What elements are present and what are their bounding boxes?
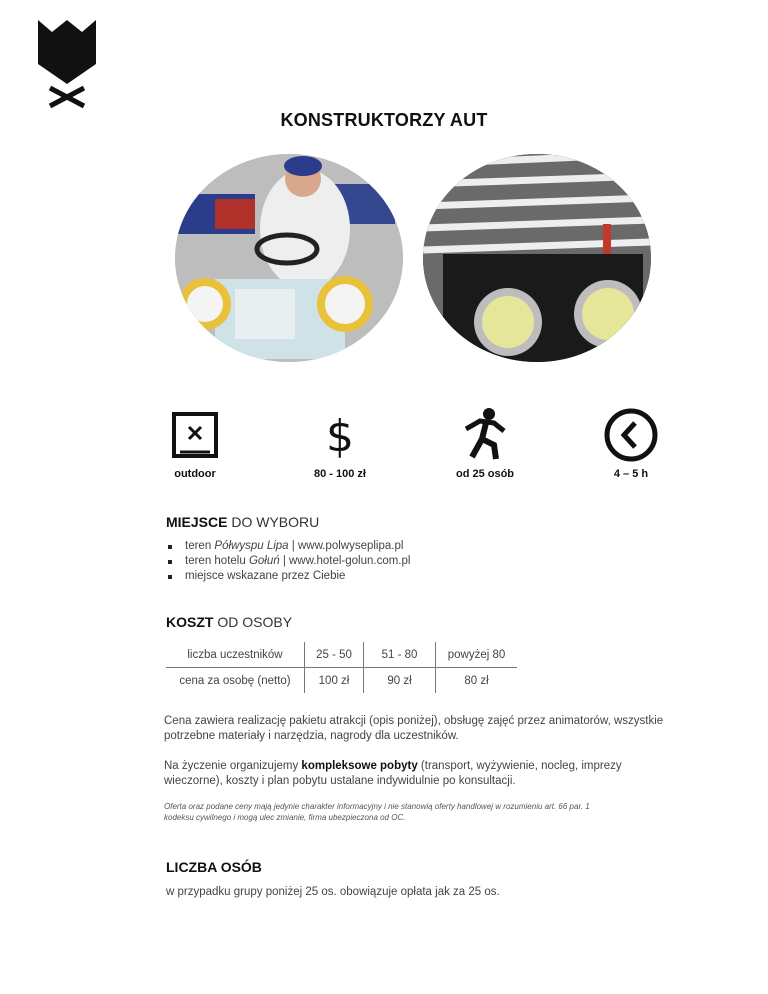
heading-bold: KOSZT — [166, 614, 214, 630]
legal-note: Oferta oraz podane ceny mają jedynie charakter informacyjny i nie stanowią oferty handlowej w rozumieniu art. 66 par. 1 kodeksu cywilnego i mogą ulec zmianie, firma ubezpieczona od OC. — [164, 802, 590, 822]
person-icon — [425, 405, 545, 465]
section-heading-miejsce — [166, 514, 319, 530]
feature-label: 80 - 100 zł — [314, 468, 366, 480]
table-cell: powyżej 80 — [436, 642, 518, 668]
logo-icon — [36, 18, 98, 110]
full-stay-text: Na życzenie organizujemy kompleksowe pobyty (transport, wyżywienie, nocleg, imprezy wieczorne), koszty i plan pobytu ustalane indywidulnie po konsultacji. — [164, 760, 622, 787]
table-cell: cena za osobę (netto) — [179, 674, 291, 687]
table-cell: 90 zł — [364, 668, 436, 694]
feature-label: 4 – 5 h — [613, 468, 649, 480]
outdoor-icon — [135, 405, 255, 465]
section-heading-liczba: LICZBA OSÓB — [166, 859, 262, 875]
table-cell: liczba uczestników — [166, 642, 305, 668]
table-cell: 100 zł — [305, 668, 364, 694]
dollar-icon — [280, 405, 400, 465]
table-row — [166, 668, 517, 694]
svg-text:$: $ — [326, 411, 354, 461]
price-includes-text: Cena zawiera realizację pakietu atrakcji (opis poniżej), obsługę zajęć przez animatorów, wszystkie potrzebne materiały i narzędzia, nagrody dla uczestników. — [164, 715, 664, 742]
table-cell: 51 - 80 — [364, 642, 436, 668]
feature-price — [280, 405, 400, 480]
location-list — [166, 539, 410, 584]
table-cell: 25 - 50 — [305, 642, 364, 668]
table-row — [166, 642, 517, 668]
heading-rest: DO WYBORU — [231, 514, 320, 530]
feature-duration — [571, 405, 691, 480]
page-title: KONSTRUKTORZY AUT — [280, 110, 488, 130]
list-item: teren hotelu Gołuń | www.hotel-golun.com.pl — [166, 554, 410, 569]
feature-outdoor — [135, 405, 255, 480]
feature-people — [425, 405, 545, 480]
table-cell: 80 zł — [436, 668, 518, 694]
feature-label: od 25 osób — [455, 468, 515, 480]
photo-driver — [175, 154, 403, 362]
price-table — [166, 642, 517, 693]
list-item: miejsce wskazane przez Ciebie — [166, 569, 410, 584]
clock-arrow-icon — [571, 405, 691, 465]
heading-bold: MIEJSCE — [166, 514, 228, 530]
list-item: teren Półwyspu Lipa | www.polwyseplipa.pl — [166, 539, 410, 554]
photo-car-model — [423, 154, 651, 362]
group-size-text: w przypadku grupy poniżej 25 os. obowiązuje opłata jak za 25 os. — [166, 886, 500, 898]
feature-label: outdoor — [174, 468, 216, 480]
section-heading-koszt — [166, 614, 292, 630]
heading-rest: OD OSOBY — [217, 614, 293, 630]
